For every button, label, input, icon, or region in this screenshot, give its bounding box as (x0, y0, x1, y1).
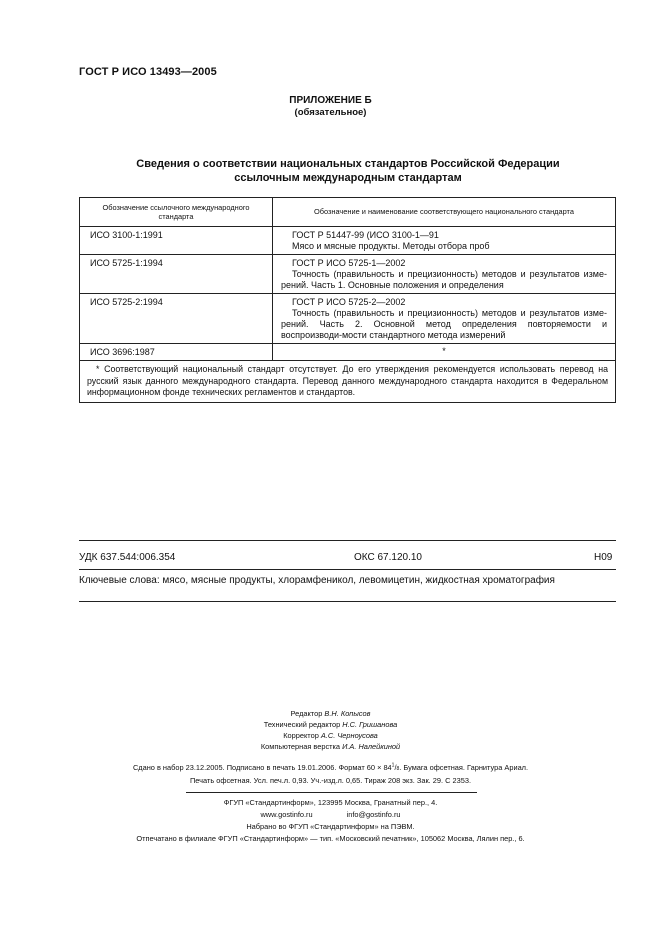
table-row (80, 255, 616, 294)
table-row (80, 344, 616, 361)
reference-standard-cell: ИСО 5725-2:1994 (80, 294, 273, 344)
reference-standard-cell: ИСО 3100-1:1991 (80, 227, 273, 255)
national-standard-cell (273, 227, 616, 255)
document-header: ГОСТ Р ИСО 13493—2005 (79, 66, 217, 78)
national-standard-cell (273, 255, 616, 294)
table-header-row (80, 198, 616, 227)
national-standard-id: ГОСТ Р ИСО 5725-1—2002 (292, 258, 406, 268)
national-standard-id: ГОСТ Р ИСО 5725-2—2002 (292, 297, 406, 307)
credit-editor: Редактор В.Н. Копысов (290, 709, 371, 718)
credit-technical-editor: Технический редактор Н.С. Гришанова (263, 720, 398, 729)
appendix-heading (0, 95, 661, 119)
oks-code: ОКС 67.120.10 (354, 552, 422, 563)
publisher-block (0, 797, 661, 845)
print-info-line1: Сдано в набор 23.12.2005. Подписано в печать 19.01.2006. Формат $60 \times 84^1/8$. Бумага офсетная. Гарнитура Ариал. (132, 762, 529, 772)
table-row (80, 294, 616, 344)
reference-standard-cell: ИСО 5725-1:1994 (80, 255, 273, 294)
appendix-status: (обязательное) (294, 107, 367, 118)
national-standard-title: Мясо и мясные продукты. Методы отбора проб (292, 241, 490, 251)
national-standard-absent-marker: * (273, 344, 616, 361)
publisher-website[interactable]: www.gostinfo.ru (260, 810, 313, 819)
credit-proofreader: Корректор А.С. Черноусова (283, 731, 378, 740)
column-header-reference: Обозначение ссылочного международного стандарта (80, 198, 273, 227)
section-title (80, 157, 616, 185)
divider-middle (79, 569, 616, 570)
udk-code: УДК 637.544:006.354 (79, 552, 176, 563)
standards-correspondence-table (79, 197, 616, 403)
publisher-address: ФГУП «Стандартинформ», 123995 Москва, Гранатный пер., 4. (223, 798, 438, 807)
national-standard-title: Точность (правильность и прецизионность) методов и результатов изме-рений. Часть 1. Основные положения и определения (281, 269, 607, 290)
national-standard-id: ГОСТ Р 51447-99 (ИСО 3100-1—91 (292, 230, 439, 240)
national-standard-cell (273, 294, 616, 344)
table-footnote: * Соответствующий национальный стандарт отсутствует. До его утверждения рекомендуется использовать перевод на русский язык данного международного стандарта. Перевод данного международного стандарта находится в Федеральном информационном фонде технических регламентов и стандартов. (80, 361, 616, 403)
section-title-line1: Сведения о соответствии национальных стандартов Российской Федерации (136, 158, 560, 170)
reference-standard-cell: ИСО 3696:1987 (80, 344, 273, 361)
typeset-info: Набрано во ФГУП «Стандартинформ» на ПЭВМ. (246, 822, 415, 831)
column-header-national: Обозначение и наименование соответствующего национального стандарта (273, 198, 616, 227)
table-row (80, 227, 616, 255)
divider-bottom (79, 601, 616, 602)
keywords: Ключевые слова: мясо, мясные продукты, хлорамфеникол, левомицетин, жидкостная хроматография (79, 575, 555, 586)
publisher-email[interactable]: info@gostinfo.ru (346, 810, 401, 819)
appendix-label: ПРИЛОЖЕНИЕ Б (289, 95, 372, 106)
credits-block (0, 708, 661, 752)
national-standard-title: Точность (правильность и прецизионность) методов и результатов изме-рений. Часть 2. Основной метод определения повторяемости и воспроизводи-мости стандартного метода измерений (281, 308, 607, 340)
divider-top (79, 540, 616, 541)
publisher-contacts (0, 809, 661, 821)
print-info (0, 762, 661, 787)
section-title-line2: ссылочным международным стандартам (234, 172, 462, 184)
printing-house-info: Отпечатано в филиале ФГУП «Стандартинформ» — тип. «Московский печатник», 105062 Москва, Лялин пер., 6. (136, 834, 525, 843)
table-footnote-row (80, 361, 616, 403)
print-info-line2: Печать офсетная. Усл. печ.л. 0,93. Уч.-изд.л. 0,65. Тираж 208 экз. Зак. 29. С 2353. (189, 776, 471, 785)
divider-publisher (186, 792, 477, 793)
credit-layout: Компьютерная верстка И.А. Налейкиной (260, 742, 401, 751)
classification-code: Н09 (594, 552, 613, 563)
